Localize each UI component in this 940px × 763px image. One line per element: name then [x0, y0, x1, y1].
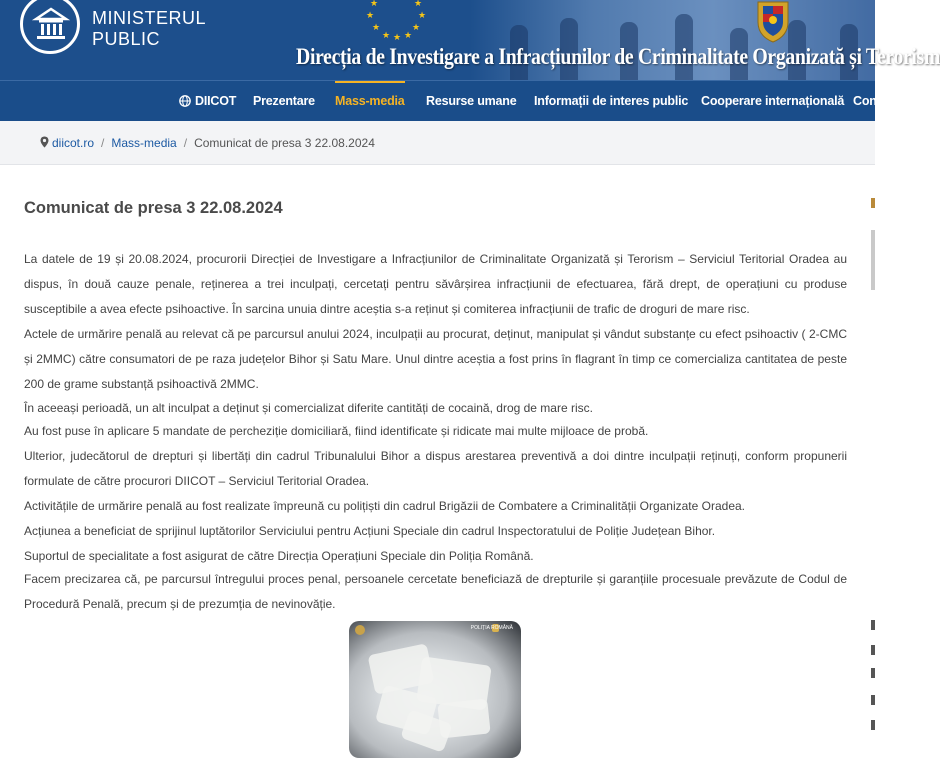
diicot-badge-icon: [355, 625, 365, 635]
nav-item-cooperare-internationala[interactable]: Cooperare internațională: [701, 94, 845, 108]
sidebar-fragment: [871, 645, 875, 655]
breadcrumb-bar: [0, 121, 875, 165]
romania-coat-of-arms-icon: [752, 0, 794, 44]
nav-item-prezentare[interactable]: Prezentare: [253, 94, 315, 108]
svg-text:★: ★: [412, 23, 421, 33]
breadcrumb: [40, 136, 375, 150]
svg-text:★: ★: [404, 31, 413, 41]
nav-item-informatii-interes-public[interactable]: Informații de interes public: [534, 94, 689, 108]
photo-badge-text: POLIȚIA ROMÂNĂ: [470, 625, 513, 631]
article-paragraph: Suportul de specialitate a fost asigurat de către Direcția Operațiuni Speciale din Poliția Română.: [24, 549, 534, 563]
sidebar-fragment: [871, 720, 875, 730]
sidebar-fragment: [871, 230, 875, 290]
sidebar-fragment: [871, 620, 875, 630]
ministerul-public-logo-icon[interactable]: [20, 0, 80, 54]
sidebar-fragment: [871, 695, 875, 705]
article-title: Comunicat de presa 3 22.08.2024: [24, 199, 283, 217]
article-body: [24, 247, 847, 617]
evidence-photo[interactable]: [349, 621, 521, 758]
article-paragraph: Actele de urmărire penală au relevat că pe parcursul anului 2024, inculpații au procurat, deținut, manipulat și vândut substanțe cu efect psihoactiv ( 2-CMC și 2MMC) către consumatori de pe raza județelor Bihor și Satu Mare. Unul dintre aceștia a fost prins în flagrant în timp ce comercializa cantitatea de peste 200 de grame substanță psihoactivă 2MMC.: [24, 327, 847, 391]
article-paragraph: În aceeași perioadă, un alt inculpat a deținut și comercializat diferite cantități de cocaină, drog de mare risc.: [24, 401, 593, 415]
logo-text[interactable]: [92, 8, 206, 50]
svg-text:★: ★: [418, 11, 427, 21]
nav-item-label: DIICOT: [195, 94, 237, 108]
svg-text:★: ★: [372, 23, 381, 33]
breadcrumb-current: Comunicat de presa 3 22.08.2024: [194, 136, 375, 150]
svg-text:★: ★: [414, 0, 423, 9]
article-paragraph: Au fost puse în aplicare 5 mandate de percheziție domiciliară, fiind identificate și ridicate mai multe mijloace de probă.: [24, 424, 649, 438]
breadcrumb-link-mass-media[interactable]: Mass-media: [111, 136, 177, 150]
article-paragraph: La datele de 19 și 20.08.2024, procurorii Direcției de Investigare a Infracțiunilor de Criminalitate Organizată și Terorism – Serviciul Teritorial Oradea au dispus, în două cauze penale, reținerea a trei inculpați, cercetați pentru săvârșirea infracțiunii de efectuarea, fără drept, de operațiuni cu produse susceptibile a avea efecte psihoactive. În sarcina unuia dintre aceștia s-a reținut și comiterea infracțiunii de trafic de droguri de mare risc.: [24, 252, 847, 316]
nav-item-diicot[interactable]: [179, 81, 236, 122]
main-navigation: [0, 80, 875, 122]
eu-stars-icon: [362, 0, 430, 42]
globe-icon: [179, 95, 191, 107]
map-pin-icon: [40, 136, 49, 148]
breadcrumb-link-home[interactable]: diicot.ro: [52, 136, 95, 150]
svg-text:★: ★: [382, 31, 391, 41]
nav-item-mass-media[interactable]: Mass-media: [335, 81, 405, 122]
article-paragraph: Acțiunea a beneficiat de sprijinul luptătorilor Serviciului pentru Acțiuni Speciale din cadrul Inspectoratului de Poliție Județean Bihor.: [24, 524, 716, 538]
svg-text:★: ★: [366, 11, 375, 21]
nav-item-contact[interactable]: Con: [853, 94, 877, 108]
article-paragraph: Ulterior, judecătorul de drepturi și libertăți din cadrul Tribunalului Bihor a dispus arestarea preventivă a doi dintre inculpații reținuți, conform propunerii formulate de către procurori DIICOT – Serviciul Teritorial Oradea.: [24, 449, 847, 488]
sidebar-fragment: [871, 668, 875, 678]
svg-text:★: ★: [393, 33, 402, 43]
breadcrumb-separator: /: [101, 136, 105, 150]
logo-line2: PUBLIC: [92, 29, 161, 49]
breadcrumb-separator: /: [183, 136, 188, 150]
article-paragraph: Facem precizarea că, pe parcursul întregului proces penal, persoanele cercetate beneficiază de drepturile și garanțiile procesuale prevăzute de Codul de Procedură Penală, precum și de prezumția de nevinovăție.: [24, 572, 847, 611]
article-paragraph: Activitățile de urmărire penală au fost realizate împreună cu polițiști din cadrul Brigăzii de Combatere a Criminalității Organizate Oradea.: [24, 499, 746, 513]
header-title: Direcția de Investigare a Infracțiunilor de Criminalitate Organizată și Terorism: [296, 44, 940, 69]
svg-text:★: ★: [370, 0, 379, 9]
article-content: [24, 164, 847, 617]
logo-line1: MINISTERUL: [92, 8, 207, 28]
nav-item-resurse-umane[interactable]: Resurse umane: [426, 94, 517, 108]
site-header: [0, 0, 940, 80]
sidebar-fragment: [871, 198, 875, 208]
